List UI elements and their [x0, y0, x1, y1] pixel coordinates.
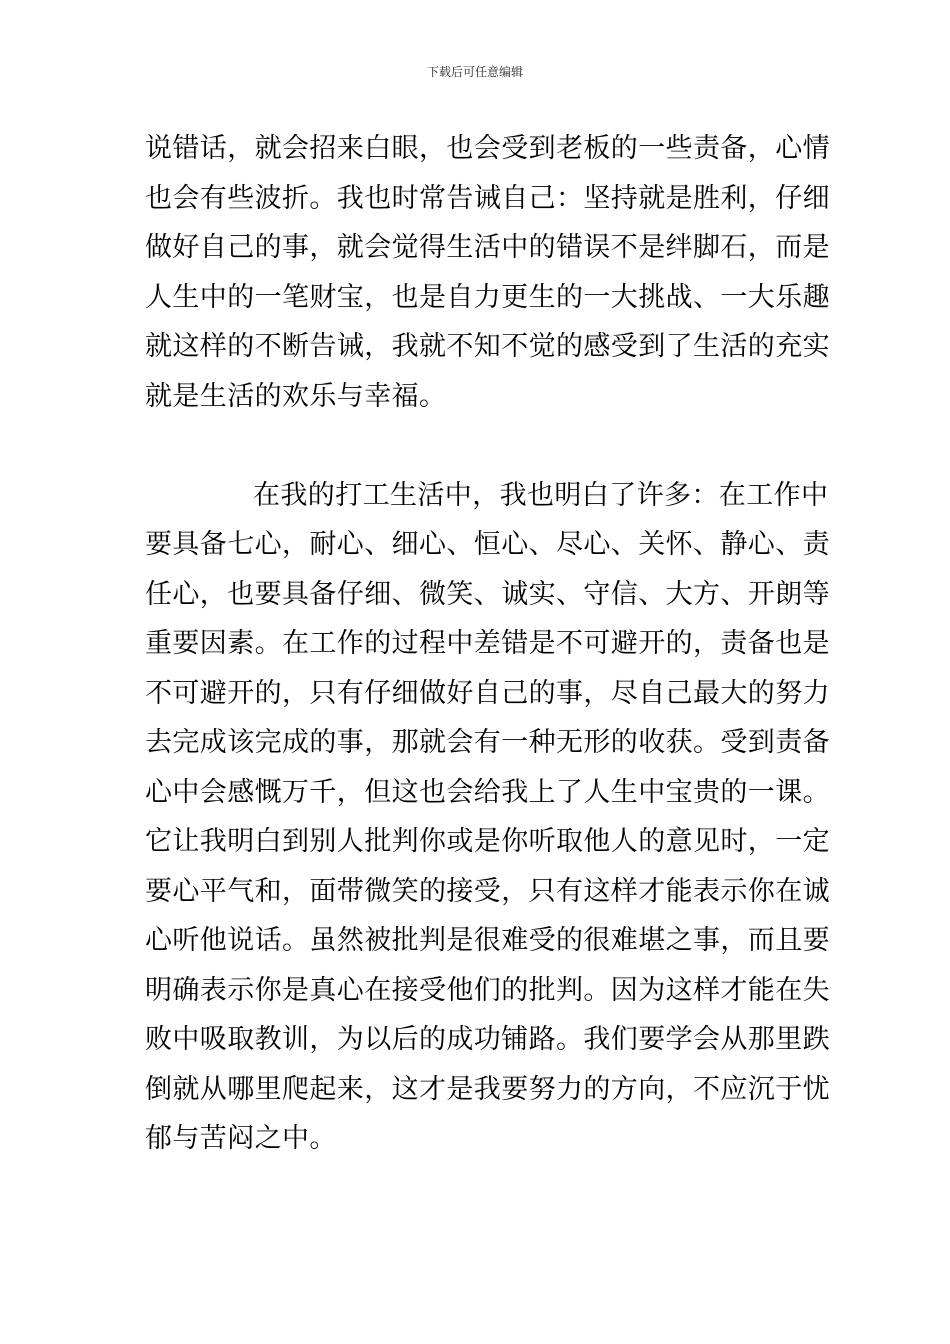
paragraph-line: 就这样的不断告诫，我就不知不觉的感受到了生活的充实 [145, 331, 830, 362]
paragraph-line: 明确表示你是真心在接受他们的批判。因为这样才能在失 [145, 974, 830, 1006]
paragraph-line: 郁与苦闷之中。 [145, 1123, 337, 1154]
paragraph-line: 说错话，就会招来白眼，也会受到老板的一些责备，心情 [145, 133, 830, 164]
paragraph-line-indented: 在我的打工生活中，我也明白了许多：在工作中 [253, 479, 829, 511]
paragraph-line: 它让我明白到别人批判你或是你听取他人的意见时，一定 [145, 826, 830, 857]
paragraph-line: 去完成该完成的事，那就会有一种无形的收获。受到责备 [145, 727, 830, 758]
paragraph-line: 败中吸取教训，为以后的成功铺路。我们要学会从那里跌 [145, 1024, 830, 1055]
paragraph-line: 做好自己的事，就会觉得生活中的错误不是绊脚石，而是 [145, 232, 830, 263]
paragraph-line: 要心平气和，面带微笑的接受，只有这样才能表示你在诚 [145, 875, 830, 907]
paragraph-2 [145, 471, 830, 1164]
paragraph-line: 要具备七心，耐心、细心、恒心、尽心、关怀、静心、责 [145, 529, 830, 560]
paragraph-line: 倒就从哪里爬起来，这才是我要努力的方向，不应沉于忧 [145, 1073, 830, 1105]
paragraph-line: 任心，也要具备仔细、微笑、诚实、守信、大方、开朗等 [145, 578, 830, 610]
paragraph-line: 心中会感慨万千，但这也会给我上了人生中宝贵的一课。 [145, 776, 830, 808]
paragraph-line: 重要因素。在工作的过程中差错是不可避开的，责备也是 [145, 628, 830, 659]
paragraph-line: 就是生活的欢乐与幸福。 [145, 380, 447, 412]
paragraph-line: 不可避开的，只有仔细做好自己的事，尽自己最大的努力 [145, 677, 830, 709]
paragraph-line: 也会有些波折。我也时常告诫自己：坚持就是胜利，仔细 [145, 182, 830, 214]
paragraph-1 [145, 124, 830, 421]
page-header: 下载后可任意编辑 [426, 65, 523, 79]
paragraph-line: 人生中的一笔财宝，也是自力更生的一大挑战、一大乐趣 [145, 281, 830, 313]
document-body [145, 124, 830, 1164]
paragraph-line: 心听他说话。虽然被批判是很难受的很难堪之事，而且要 [145, 925, 830, 956]
paragraph-gap [145, 421, 809, 471]
